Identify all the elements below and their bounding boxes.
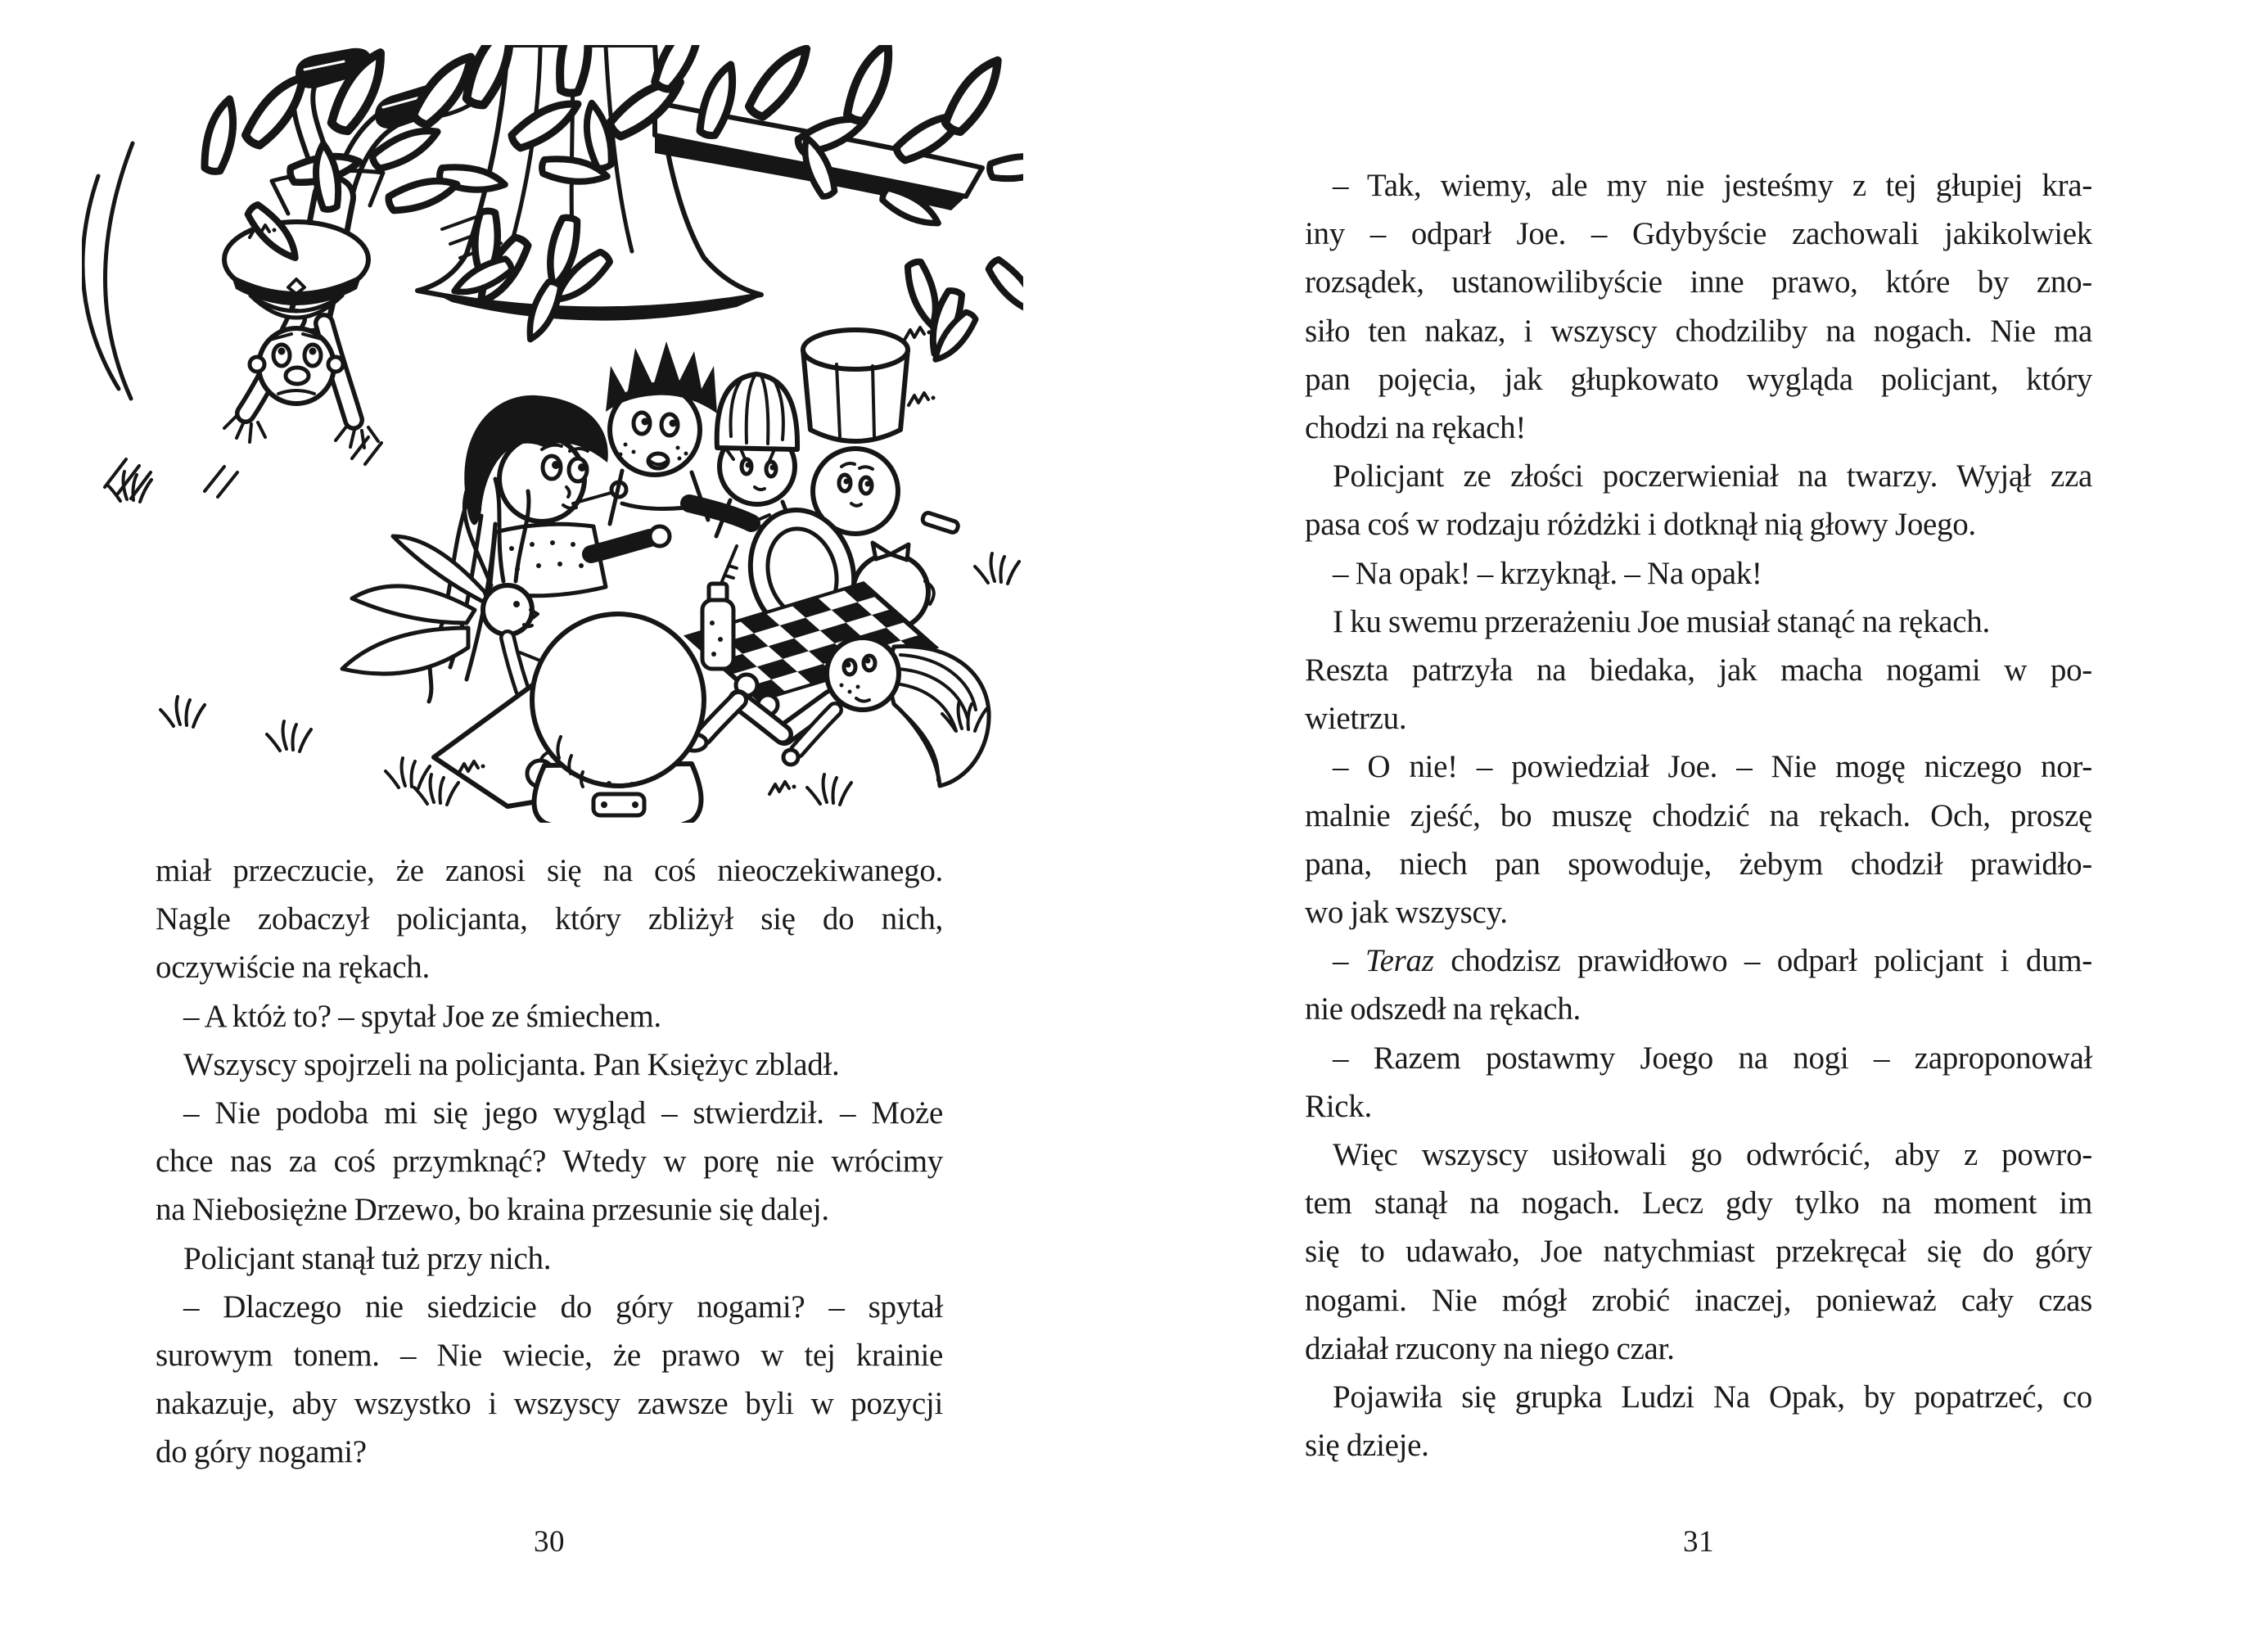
text-line: Wszyscy spojrzeli na policjanta. Pan Księżyc zbladł. [183, 1046, 840, 1082]
text-line: się to udawało, Joe natychmiast przekręcał się do góry [1305, 1234, 2092, 1270]
text-line: wietrzu. [1305, 701, 1407, 737]
text-line: się dzieje. [1305, 1428, 1429, 1464]
text-line: Nagle zobaczył policjanta, który zbliżył się do nich, [156, 901, 943, 937]
text-line: rozsądek, ustanowilibyście inne prawo, które by zno- [1305, 264, 2092, 300]
text-line: – Na opak! – krzyknął. – Na opak! [1333, 555, 1762, 591]
illustration-picnic-scene [82, 45, 1023, 823]
text-line: Reszta patrzyła na biedaka, jak macha nogami w po- [1305, 652, 2092, 688]
motion-arcs-icon [83, 143, 133, 399]
page-number-left [156, 1524, 943, 1560]
text-line: Policjant ze złości poczerwieniał na twarzy. Wyjął zza [1333, 458, 2092, 494]
text-line: chce nas za coś przymknąć? Wtedy w porę nie wrócimy [156, 1144, 943, 1180]
page-number-right-value: 31 [1683, 1525, 1714, 1559]
text-line: – O nie! – powiedział Joe. – Nie mogę niczego nor- [1333, 749, 2092, 785]
text-line: siło ten nakaz, i wszyscy chodziliby na nogach. Nie ma [1305, 313, 2092, 349]
text-line: – Nie podoba mi się jego wygląd – stwierdził. – Może [183, 1095, 943, 1131]
right-page-text [1305, 161, 2092, 1469]
text-line: nakazuje, aby wszystko i wszyscy zawsze byli w pozycji [156, 1386, 943, 1422]
page-number-left-value: 30 [534, 1525, 565, 1559]
text-line: surowym tonem. – Nie wiecie, że prawo w tej krainie [156, 1338, 943, 1374]
text-line: – Dlaczego nie siedzicie do góry nogami? – spytał [183, 1289, 943, 1325]
text-line: na Niebosiężne Drzewo, bo kraina przesunie się dalej. [156, 1192, 829, 1228]
text-line: Pojawiła się grupka Ludzi Na Opak, by popatrzeć, co [1333, 1379, 2092, 1415]
text-line: oczywiście na rękach. [156, 950, 430, 986]
text-line: działał rzucony na niego czar. [1305, 1330, 1675, 1366]
text-line: pana, niech pan spowoduje, żebym chodził prawidło- [1305, 846, 2092, 882]
text-line: Policjant stanął tuż przy nich. [183, 1240, 552, 1276]
text-line: – A któż to? – spytał Joe ze śmiechem. [183, 998, 661, 1034]
text-line: Więc wszyscy usiłowali go odwrócić, aby z powro- [1333, 1137, 2092, 1173]
text-line: pan pojęcia, jak głupkowato wygląda policjant, który [1305, 361, 2092, 397]
text-line: iny – odparł Joe. – Gdybyście zachowali jakikolwiek [1305, 216, 2092, 252]
left-page-text [156, 846, 943, 1477]
text-line: nogami. Nie mógł zrobić inaczej, ponieważ cały czas [1305, 1282, 2092, 1318]
text-line: tem stanął na nogach. Lecz gdy tylko na moment im [1305, 1185, 2092, 1221]
page-number-right [1305, 1524, 2092, 1560]
text-line: do góry nogami? [156, 1434, 367, 1470]
text-line: Rick. [1305, 1088, 1372, 1124]
text-line: chodzi na rękach! [1305, 410, 1527, 446]
text-line: – Razem postawmy Joego na nogi – zaproponował [1333, 1040, 2092, 1076]
text-line: – Tak, wiemy, ale my nie jesteśmy z tej głupiej kra- [1333, 168, 2092, 203]
bald-head-back [532, 614, 704, 823]
text-line: wo jak wszyscy. [1305, 895, 1508, 931]
text-line: I ku swemu przerażeniu Joe musiał stanąć na rękach. [1333, 603, 1990, 639]
text-line: miał przeczucie, że zanosi się na coś nieoczekiwanego. [156, 853, 943, 888]
text-line: nie odszedł na rękach. [1305, 991, 1581, 1027]
text-line: – Teraz chodzisz prawidłowo – odparł policjant i dum- [1333, 943, 2092, 979]
text-line: pasa coś w rodzaju różdżki i dotknął nią głowy Joego. [1305, 507, 1976, 543]
text-line: malnie zjeść, bo muszę chodzić na rękach. Och, proszę [1305, 797, 2092, 833]
